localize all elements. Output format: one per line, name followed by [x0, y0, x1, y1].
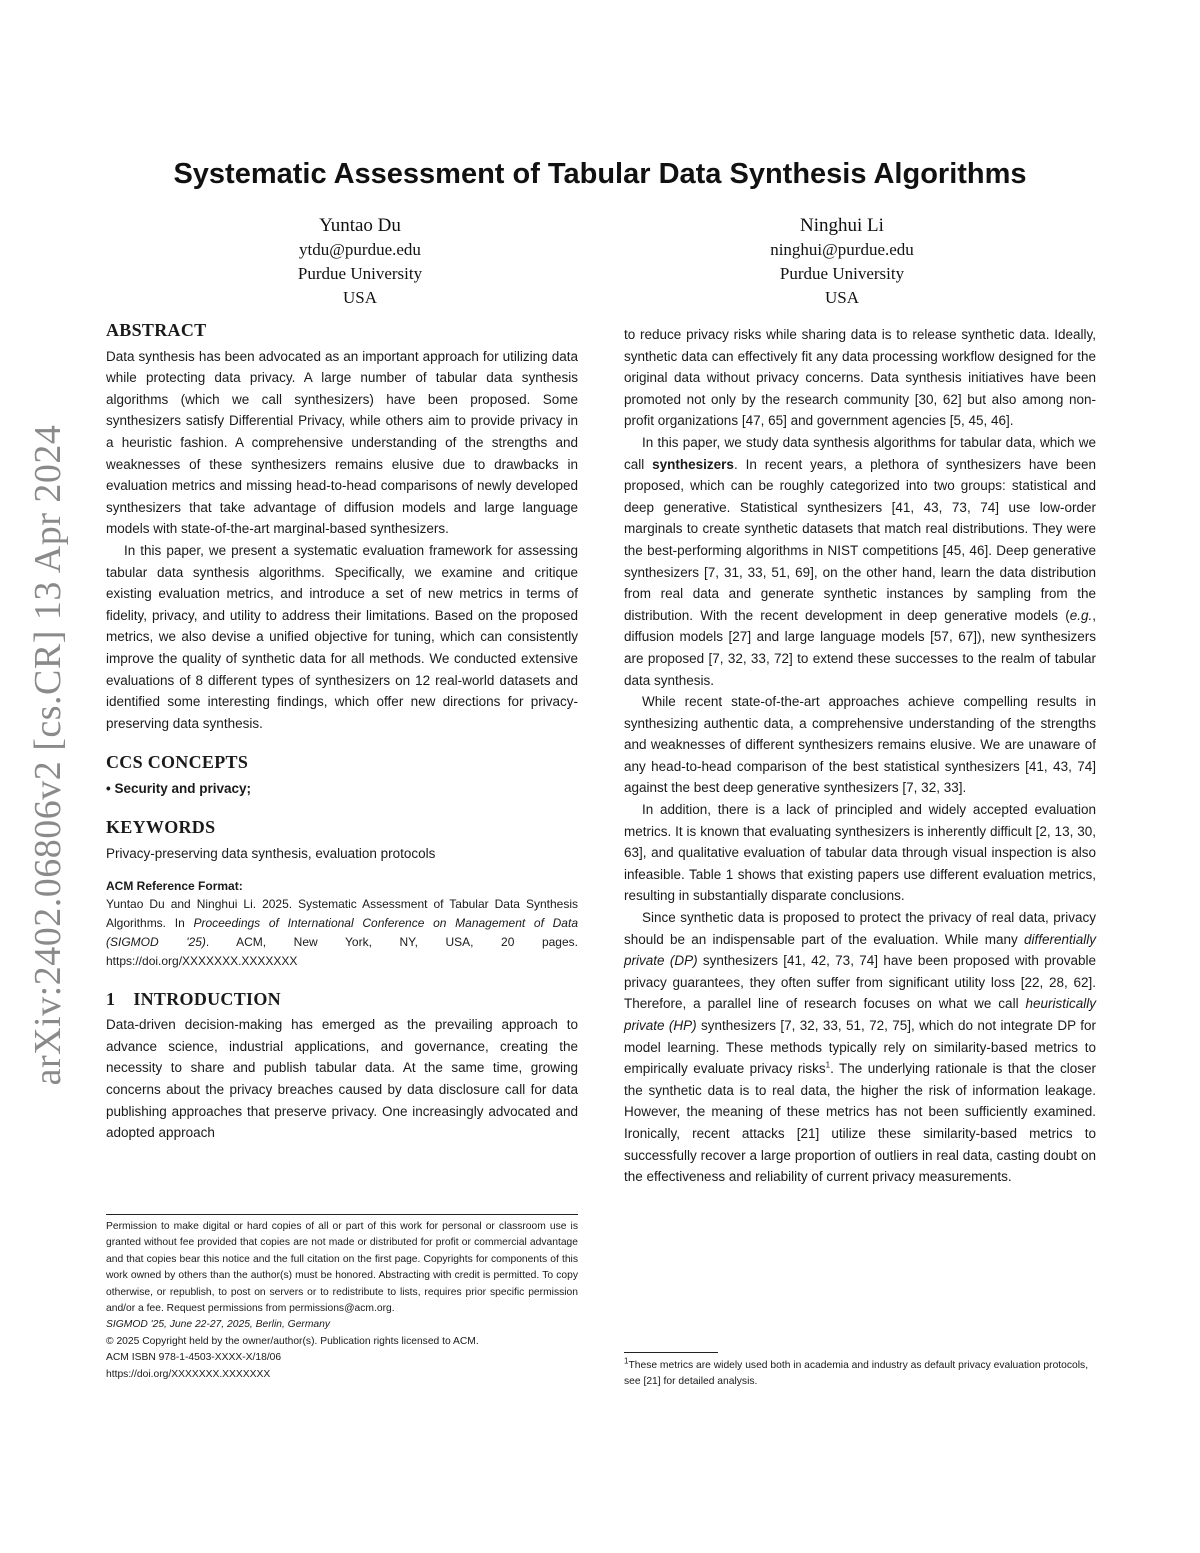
footnote-mark: 1 — [624, 1356, 629, 1366]
p5-hp-term: heuristically private (HP) — [624, 996, 1096, 1033]
footnote-divider — [624, 1352, 718, 1353]
p2-part-c: , diffusion models [27] and large language models [57, 67]), new synthesizers are proposed [7, 32, 33, 72] to extend these successes to the realm of tabular data synthesis. — [624, 607, 1096, 688]
footnote-marker[interactable]: 1 — [825, 1060, 831, 1070]
permission-footnote — [106, 1214, 578, 1383]
ccs-concept-item: • Security and privacy; — [106, 780, 252, 796]
abstract-heading: ABSTRACT — [106, 320, 207, 340]
author-name: Ninghui Li — [800, 215, 884, 236]
copyright-notice: © 2025 Copyright held by the owner/author(s). Publication rights licensed to ACM. — [106, 1335, 479, 1347]
author-block-2 — [662, 213, 1022, 310]
p5-part-c: synthesizers [7, 32, 33, 51, 72, 75], which do not integrate DP for model learning. These methods typically rely on similarity-based metrics to empirically evaluate privacy risks — [624, 1018, 1096, 1077]
doi-link[interactable]: https://doi.org/XXXXXXX.XXXXXXX — [106, 1368, 271, 1380]
introduction-heading — [106, 989, 578, 1011]
author-affiliation: Purdue University — [297, 264, 423, 283]
p5-part-b: synthesizers [41, 42, 73, 74] have been proposed with provable privacy guarantees, they often suffer from significant utility loss [22, 28, 62]. Therefore, a parallel line of research focuses on what we call — [624, 953, 1097, 1012]
p2-bold-term: synthesizers — [652, 456, 734, 472]
acm-ref-part-2: . ACM, New York, NY, USA, 20 pages. https://doi.org/XXXXXXX.XXXXXXX — [106, 934, 578, 968]
p5-part-a: Since synthetic data is proposed to protect the privacy of real data, privacy should be an indispensable part of the evaluation. While many — [624, 910, 1096, 947]
keywords-text: Privacy-preserving data synthesis, evaluation protocols — [106, 846, 436, 862]
acm-ref-part-1: Yuntao Du and Ninghui Li. 2025. Systematic Assessment of Tabular Data Synthesis Algorithms. In — [106, 896, 578, 930]
intro-paragraph-5 — [624, 907, 1096, 1188]
author-name: Yuntao Du — [319, 215, 401, 236]
p2-eg: e.g. — [1069, 607, 1093, 623]
author-block-1 — [180, 213, 540, 310]
intro-paragraph-2 — [624, 432, 1096, 691]
author-country: USA — [342, 288, 377, 307]
ccs-concepts-heading: CCS CONCEPTS — [106, 752, 249, 773]
author-email[interactable]: ytdu@purdue.edu — [299, 240, 421, 259]
section-number: 1 — [106, 988, 116, 1009]
right-column — [624, 324, 1096, 1188]
footnote-1 — [624, 1358, 1096, 1391]
intro-paragraph-4: In addition, there is a lack of principled and widely accepted evaluation metrics. It is known that evaluating synthesizers is inherently difficult [2, 13, 30, 63], and qualitative evaluation of tabular data through visual inspection is also infeasible. Table 1 shows that existing papers use different evaluation metrics, resulting in substantially disparate conclusions. — [624, 802, 1096, 904]
p5-dp-term: differentially private (DP) — [624, 931, 1096, 969]
acm-reference-text — [106, 895, 578, 971]
p5-part-d: . The underlying rationale is that the closer the synthetic data is to real data, the higher the risk of information leakage. However, the meaning of these metrics has not been sufficiently examined. Ironically, recent attacks [21] utilize these similarity-based metrics to successfully recover a large proportion of outliers in real data, casting doubt on the effectiveness and reliability of current privacy measurements. — [624, 1061, 1096, 1185]
keywords-heading: KEYWORDS — [106, 817, 216, 838]
arxiv-identifier-stamp — [0, 0, 90, 1553]
acm-reference-heading: ACM Reference Format: — [106, 878, 243, 893]
permission-text: Permission to make digital or hard copies of all or part of this work for personal or classroom use is granted without fee provided that copies are not made or distributed for profit or commercial advantage and that copies bear this notice and the full citation on the first page. Copyrights for components of this work owned by others than the author(s) must be honored. Abstracting with credit is permitted. To copy otherwise, or republish, to post on servers or to redistribute to lists, requires prior specific permission and/or a fee. Request permissions from permissions@acm.org. — [106, 1221, 578, 1315]
abstract-paragraph-2: In this paper, we present a systematic evaluation framework for assessing tabular data synthesis algorithms. Specifically, we examine and critique existing evaluation metrics, and introduce a set of new metrics in terms of fidelity, privacy, and utility to address their limitations. Based on the proposed metrics, we also devise a unified objective for tuning, which can consistently improve the quality of synthetic data for all methods. We conducted extensive evaluations of 8 different types of synthesizers on 12 real-world datasets and identified some interesting findings, which offer new directions for privacy-preserving data synthesis. — [106, 542, 578, 731]
author-email[interactable]: ninghui@purdue.edu — [770, 240, 914, 259]
conference-venue: SIGMOD '25, June 22-27, 2025, Berlin, Germany — [106, 1319, 331, 1331]
author-country: USA — [824, 288, 859, 307]
abstract-paragraph-1: Data synthesis has been advocated as an important approach for utilizing data while protecting data privacy. A large number of tabular data synthesis algorithms (which we call synthesizers) have been proposed. Some synthesizers satisfy Differential Privacy, while others aim to provide privacy in a heuristic fashion. A comprehensive understanding of the strengths and weaknesses of these synthesizers remains elusive due to drawbacks in evaluation metrics and missing head-to-head comparisons of newly developed synthesizers that take advantage of diffusion models and large language models with state-of-the-art marginal-based synthesizers. — [106, 348, 578, 537]
isbn: ACM ISBN 978-1-4503-XXXX-X/18/06 — [106, 1352, 282, 1364]
acm-ref-venue: Proceedings of International Conference on Management of Data (SIGMOD '25) — [106, 915, 578, 949]
paper-title: Systematic Assessment of Tabular Data Synthesis Algorithms — [173, 158, 1027, 190]
section-title: INTRODUCTION — [133, 988, 281, 1009]
intro-paragraph-1: Data-driven decision-making has emerged as the prevailing approach to advance science, industrial applications, and governance, creating the necessity to share and publish tabular data. At the same time, growing concerns about the privacy breaches caused by data disclosure call for data publishing approaches that preserve privacy. One increasingly advocated and adopted approach — [106, 1017, 578, 1141]
arxiv-id-text: arXiv:2402.06806v2 [cs.CR] 13 Apr 2024 — [27, 424, 69, 1086]
intro-paragraph-3: While recent state-of-the-art approaches achieve compelling results in synthesizing authentic data, a comprehensive understanding of the strengths and weaknesses of different synthesizers remains elusive. We are unaware of any head-to-head comparison of the best statistical synthesizers [41, 43, 74] against the best deep generative synthesizers [7, 32, 33]. — [624, 694, 1096, 796]
p2-part-a: In this paper, we study data synthesis algorithms for tabular data, which we call — [624, 434, 1096, 472]
left-column — [106, 320, 578, 1144]
author-affiliation: Purdue University — [779, 264, 905, 283]
footnote-text: These metrics are widely used both in academia and industry as default privacy evaluation protocols, see [21] for detailed analysis. — [624, 1360, 1089, 1388]
intro-paragraph-1-continued: to reduce privacy risks while sharing data is to release synthetic data. Ideally, synthetic data can effectively fit any data processing workflow designed for the original data without privacy concerns. Data synthesis initiatives have been promoted not only by the research community [30, 62] but also among non-profit organizations [47, 65] and government agencies [5, 45, 46]. — [624, 327, 1096, 429]
p2-part-b: . In recent years, a plethora of synthesizers have been proposed, which can be roughly categorized into two groups: statistical and deep generative. Statistical synthesizers [41, 43, 73, 74] use low-order marginals to create synthetic datasets that match real distributions. They were the best-performing algorithms in NIST competitions [45, 46]. Deep generative synthesizers [7, 31, 33, 51, 69], on the other hand, learn the data distribution from real data and generate synthetic instances by sampling from the distribution. With the recent development in deep generative models ( — [624, 456, 1096, 623]
